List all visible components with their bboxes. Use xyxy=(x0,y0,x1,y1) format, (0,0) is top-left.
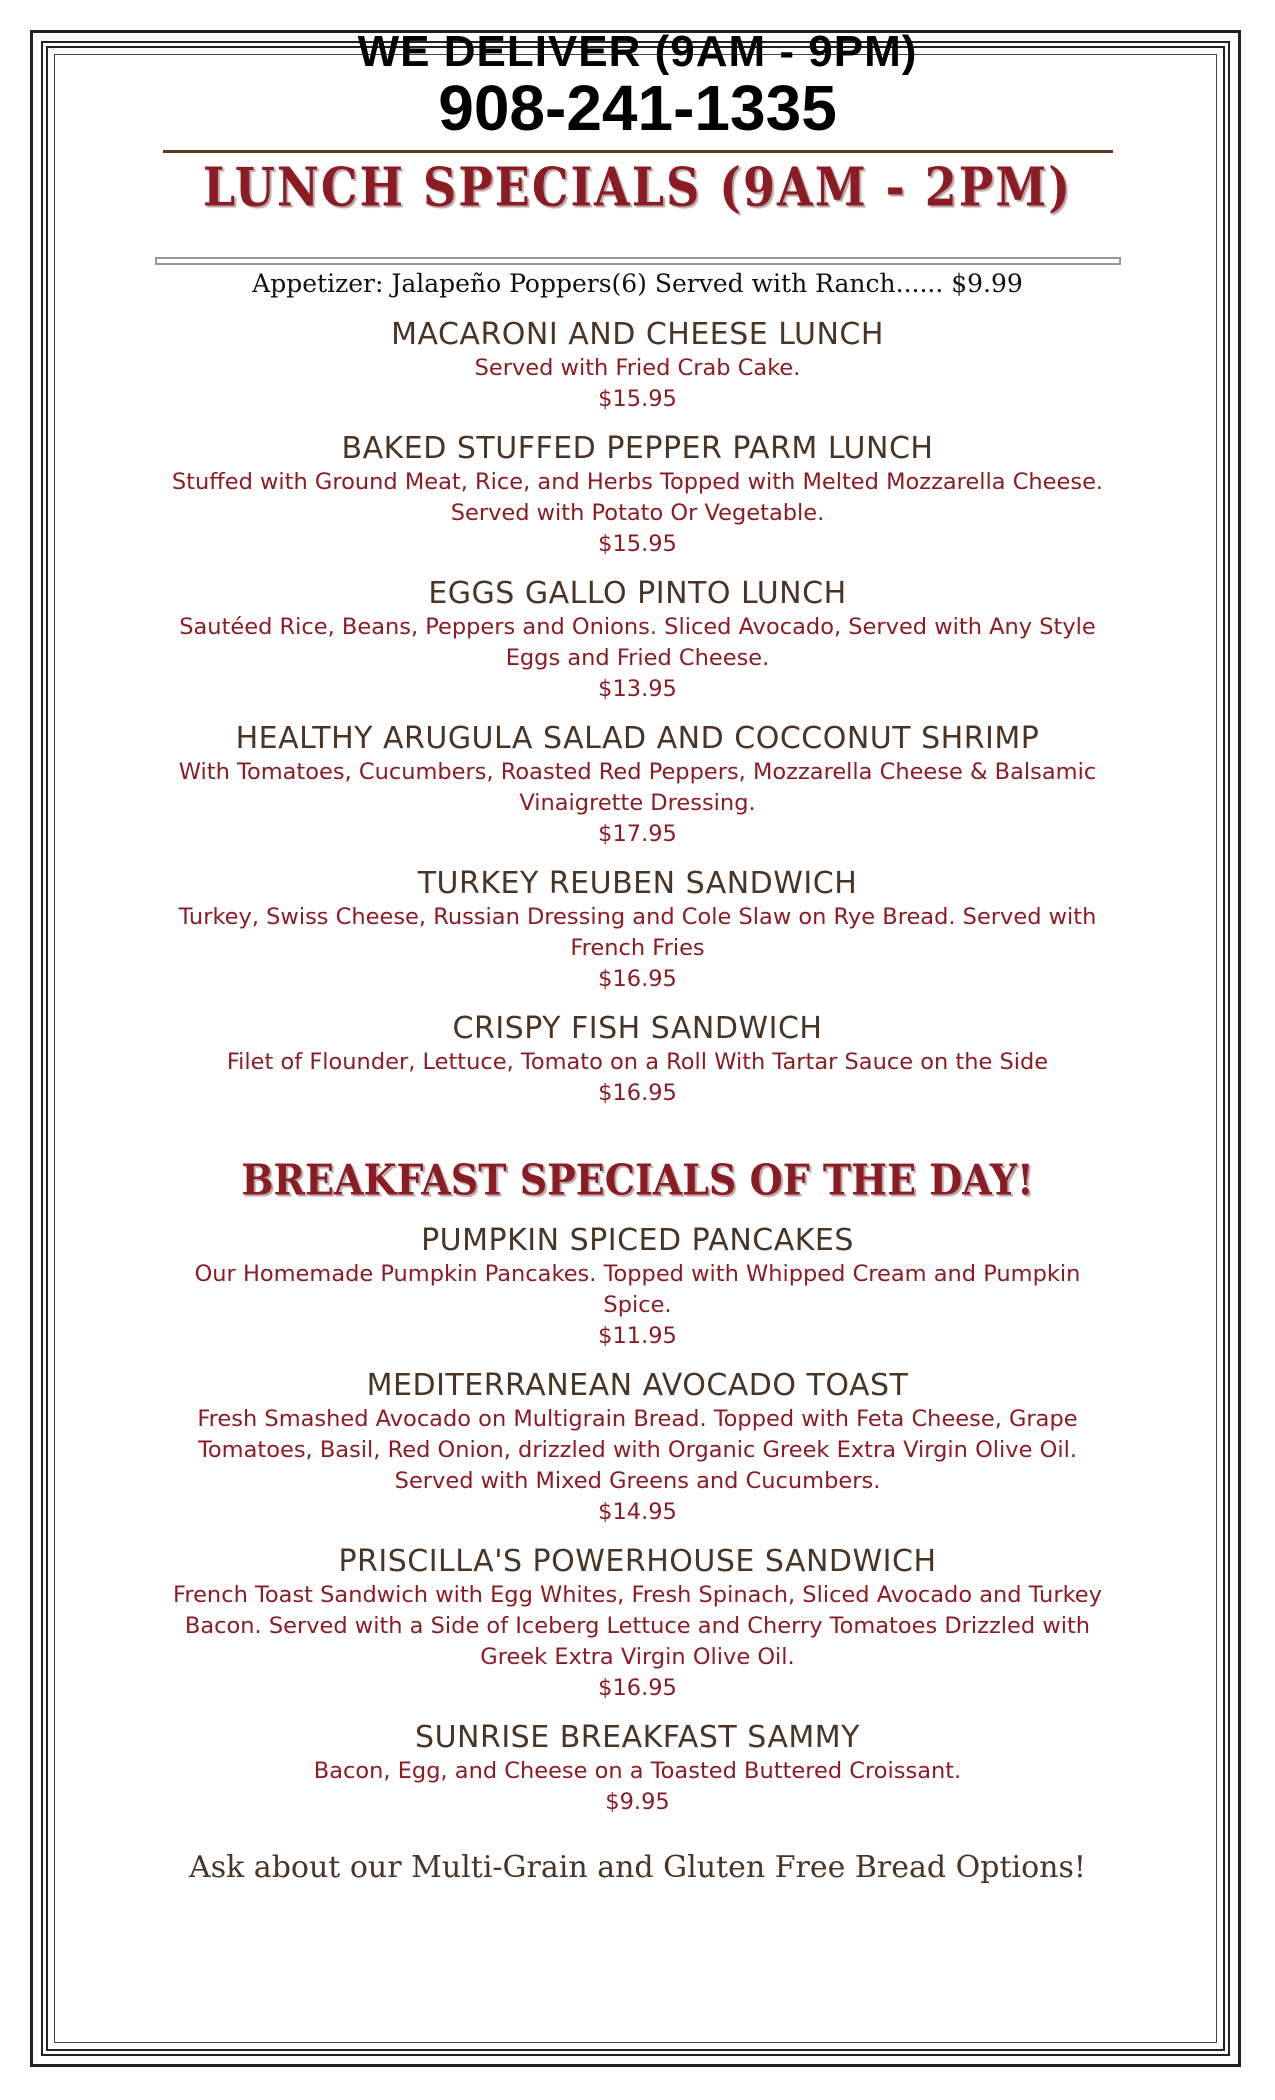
lunch-divider xyxy=(155,257,1121,265)
item-description: Bacon, Egg, and Cheese on a Toasted Buttered Croissant. xyxy=(313,1758,962,1784)
menu-item xyxy=(60,866,1215,995)
phone-number: 908-241-1335 xyxy=(438,72,837,144)
item-description: French Toast Sandwich with Egg Whites, Fresh Spinach, Sliced Avocado and Turkey Bacon. Served with a Side of Iceberg Lettuce and Cherry Tomatoes Drizzled with Greek Extra Virgin Olive Oil. xyxy=(173,1582,1102,1670)
item-price: $15.95 xyxy=(598,531,677,557)
item-description: Stuffed with Ground Meat, Rice, and Herbs Topped with Melted Mozzarella Cheese. Served with Potato Or Vegetable. xyxy=(171,469,1104,526)
lunch-specials-title: LUNCH SPECIALS (9AM - 2PM) xyxy=(202,155,1073,219)
item-description: Turkey, Swiss Cheese, Russian Dressing and Cole Slaw on Rye Bread. Served with French Fries xyxy=(178,904,1097,961)
menu-content xyxy=(60,27,1215,1918)
menu-item xyxy=(60,431,1215,560)
item-name: BAKED STUFFED PEPPER PARM LUNCH xyxy=(341,431,934,466)
menu-item xyxy=(60,576,1215,705)
menu-item xyxy=(60,1223,1215,1352)
item-price: $14.95 xyxy=(598,1499,677,1525)
item-name: CRISPY FISH SANDWICH xyxy=(452,1011,823,1046)
item-description: Our Homemade Pumpkin Pancakes. Topped with Whipped Cream and Pumpkin Spice. xyxy=(194,1261,1081,1318)
item-name: EGGS GALLO PINTO LUNCH xyxy=(428,576,847,611)
item-description: Sautéed Rice, Beans, Peppers and Onions. Sliced Avocado, Served with Any Style Eggs and Fried Cheese. xyxy=(179,614,1096,671)
breakfast-specials-title: BREAKFAST SPECIALS OF THE DAY! xyxy=(241,1154,1034,1205)
lunch-items xyxy=(60,317,1215,1109)
item-name: MEDITERRANEAN AVOCADO TOAST xyxy=(366,1368,909,1403)
item-price: $15.95 xyxy=(598,386,677,412)
menu-item xyxy=(60,1368,1215,1528)
item-price: $16.95 xyxy=(598,1080,677,1106)
item-price: $16.95 xyxy=(598,1675,677,1701)
item-name: PUMPKIN SPICED PANCAKES xyxy=(421,1223,854,1258)
item-name: TURKEY REUBEN SANDWICH xyxy=(417,866,858,901)
item-price: $13.95 xyxy=(598,676,677,702)
menu-item xyxy=(60,1011,1215,1109)
item-price: $16.95 xyxy=(598,966,677,992)
item-description: Served with Fried Crab Cake. xyxy=(474,355,801,381)
bread-options-note: Ask about our Multi-Grain and Gluten Free Bread Options! xyxy=(189,1850,1086,1885)
item-description: With Tomatoes, Cucumbers, Roasted Red Peppers, Mozzarella Cheese & Balsamic Vinaigrette Dressing. xyxy=(178,759,1097,816)
item-description: Filet of Flounder, Lettuce, Tomato on a Roll With Tartar Sauce on the Side xyxy=(226,1049,1049,1075)
item-name: MACARONI AND CHEESE LUNCH xyxy=(391,317,884,352)
item-name: PRISCILLA'S POWERHOUSE SANDWICH xyxy=(338,1544,937,1579)
menu-item xyxy=(60,1720,1215,1818)
delivery-hours: WE DELIVER (9AM - 9PM) xyxy=(357,27,918,76)
appetizer-line: Appetizer: Jalapeño Poppers(6) Served with Ranch...... $9.99 xyxy=(252,269,1023,298)
menu-item xyxy=(60,317,1215,415)
item-price: $9.95 xyxy=(605,1789,670,1815)
item-name: SUNRISE BREAKFAST SAMMY xyxy=(415,1720,860,1755)
breakfast-items xyxy=(60,1223,1215,1818)
menu-item xyxy=(60,721,1215,850)
item-price: $17.95 xyxy=(598,821,677,847)
item-description: Fresh Smashed Avocado on Multigrain Bread. Topped with Feta Cheese, Grape Tomatoes, Basil, Red Onion, drizzled with Organic Greek Extra Virgin Olive Oil. Served with Mixed Greens and Cucumbers. xyxy=(197,1406,1078,1494)
item-name: HEALTHY ARUGULA SALAD AND COCCONUT SHRIMP xyxy=(235,721,1040,756)
menu-item xyxy=(60,1544,1215,1704)
item-price: $11.95 xyxy=(598,1323,677,1349)
